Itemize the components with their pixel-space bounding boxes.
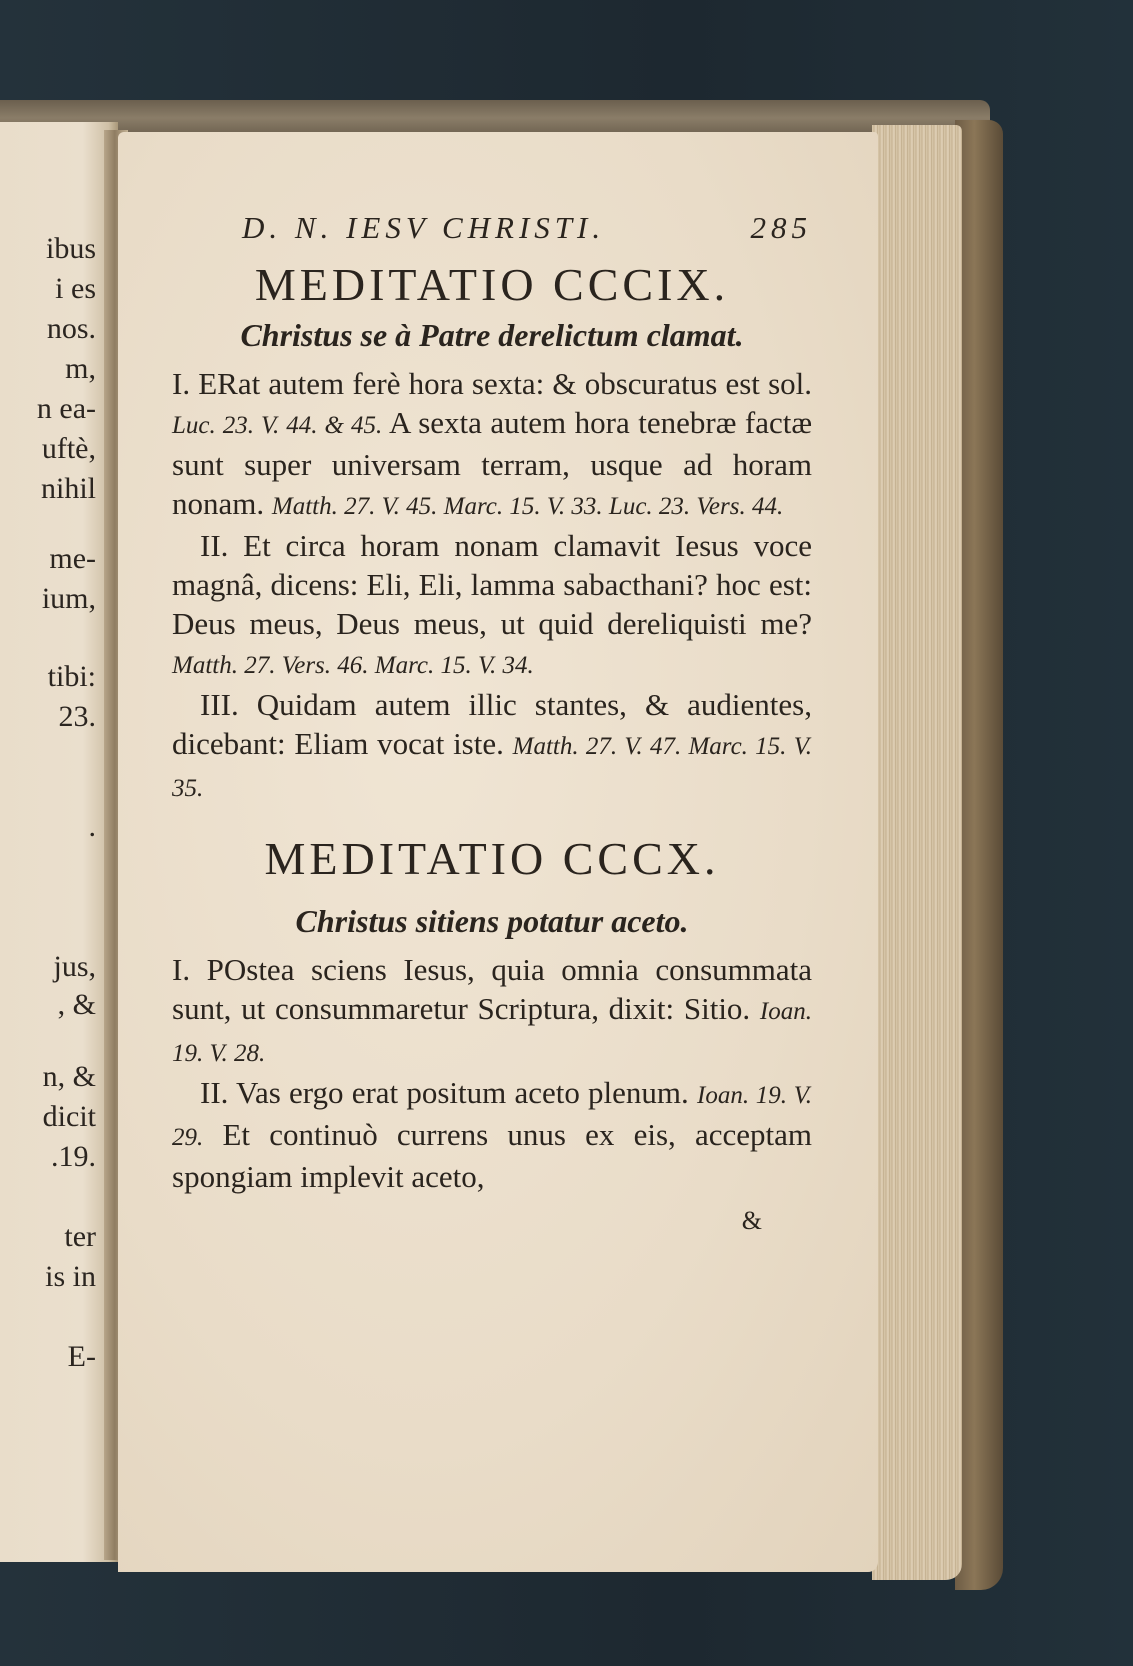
paragraph-text: III. Quidam autem illic stantes, & audientes, dicebant: Eliam vocat iste. bbox=[172, 687, 812, 761]
page-number: 285 bbox=[750, 210, 812, 245]
left-line: ibus bbox=[45, 232, 96, 265]
left-line: me- bbox=[49, 542, 96, 575]
left-line: uftè, bbox=[41, 432, 96, 465]
meditation-paragraph bbox=[172, 685, 812, 808]
catchword: & bbox=[741, 1206, 762, 1235]
meditation-paragraph bbox=[172, 950, 812, 1073]
left-line: . bbox=[88, 810, 96, 843]
scripture-reference: Matth. 27. V. 47. Marc. 15. V. 35. bbox=[172, 733, 812, 802]
left-line: ium, bbox=[41, 582, 96, 615]
meditation-title: MEDITATIO CCCX. bbox=[264, 833, 720, 884]
scripture-reference: Ioan. 19. V. 28. bbox=[172, 998, 812, 1067]
left-line: jus, bbox=[53, 950, 96, 983]
meditation-subtitle: Christus sitiens potatur aceto. bbox=[295, 903, 689, 939]
running-head bbox=[172, 210, 812, 256]
left-line: n, & bbox=[42, 1060, 96, 1093]
left-line: n ea- bbox=[36, 392, 96, 425]
meditation-subtitle: Christus se à Patre derelictum clamat. bbox=[240, 317, 744, 353]
paragraph-text: A sexta autem hora tenebræ factæ sunt super universam terram, usque ad horam nonam. bbox=[172, 405, 813, 521]
right-page-text bbox=[172, 210, 812, 1236]
left-line: m, bbox=[65, 352, 96, 385]
scripture-reference: Luc. 23. V. 44. & 45. bbox=[172, 412, 383, 439]
left-line: ter bbox=[64, 1220, 96, 1253]
meditation-title: MEDITATIO CCCIX. bbox=[254, 259, 730, 310]
left-line: nos. bbox=[46, 312, 96, 345]
paragraph-text: II. Vas ergo erat positum aceto plenum. bbox=[200, 1075, 689, 1110]
left-line: 23. bbox=[58, 700, 96, 733]
page-fore-edge bbox=[872, 125, 962, 1580]
left-line: i es bbox=[55, 272, 96, 305]
paragraph-text: II. Et circa horam nonam clamavit Iesus voce magnâ, dicens: Eli, Eli, lamma sabacthani? hoc est: Deus meus, Deus meus, ut quid dereliquisti me? bbox=[172, 528, 812, 641]
left-line: .19. bbox=[51, 1140, 96, 1173]
left-line: nihil bbox=[40, 472, 96, 505]
left-line: dicit bbox=[42, 1100, 96, 1133]
left-line: is in bbox=[45, 1260, 96, 1293]
paragraph-text: I. POstea sciens Iesus, quia omnia consummata sunt, ut consummaretur Scriptura, dixit: Sitio. bbox=[172, 952, 812, 1026]
meditation-paragraph bbox=[172, 364, 812, 526]
left-line: E- bbox=[67, 1340, 96, 1373]
paragraph-text: Et continuò currens unus ex eis, acceptam spongiam implevit aceto, bbox=[172, 1117, 813, 1194]
left-line: tibi: bbox=[47, 660, 96, 693]
left-line: , & bbox=[57, 988, 96, 1021]
meditation-paragraph bbox=[172, 1073, 812, 1196]
scripture-reference: Matth. 27. V. 45. Marc. 15. V. 33. Luc. 23. Vers. 44. bbox=[271, 493, 784, 520]
running-head-title: D. N. IESV CHRISTI. bbox=[242, 210, 606, 245]
paragraph-text: I. ERat autem ferè hora sexta: & obscuratus est sol. bbox=[172, 366, 812, 401]
book-binding bbox=[955, 120, 1003, 1590]
scripture-reference: Matth. 27. Vers. 46. Marc. 15. V. 34. bbox=[172, 652, 534, 679]
scripture-reference: Ioan. 19. V. 29. bbox=[172, 1082, 813, 1151]
meditation-paragraph bbox=[172, 526, 812, 685]
